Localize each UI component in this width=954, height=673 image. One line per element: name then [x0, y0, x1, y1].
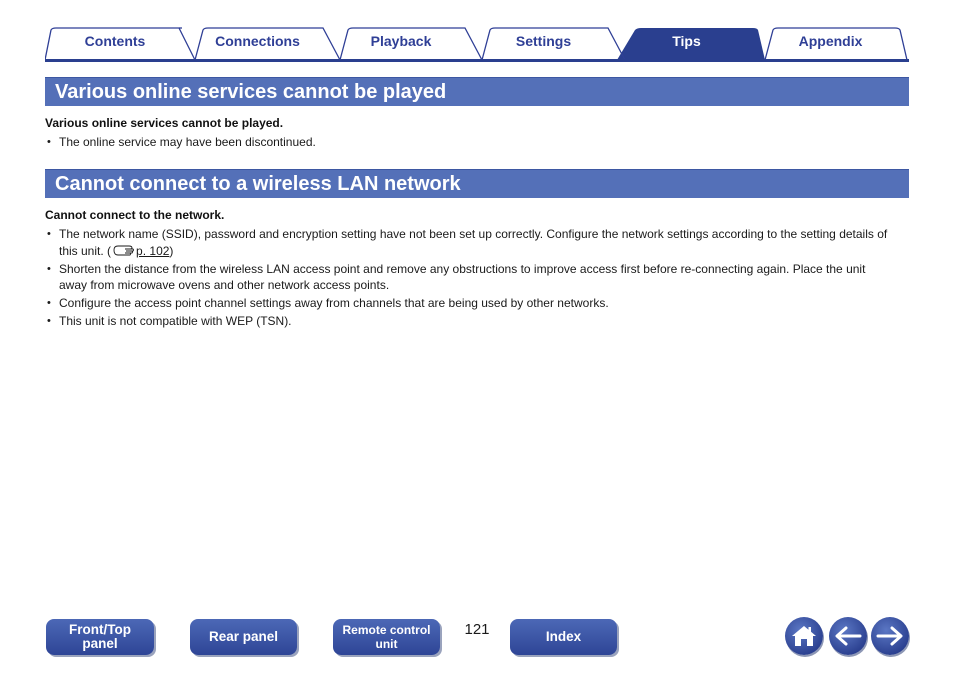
- button-label-line1: Front/Top: [69, 622, 131, 637]
- cause-list: [45, 226, 895, 331]
- list-item: • This unit is not compatible with WEP (TSN).: [45, 313, 895, 330]
- page-reference-link[interactable]: p. 102: [136, 243, 170, 258]
- cause-list: [45, 134, 895, 152]
- button-label: Rear panel: [208, 629, 279, 644]
- forward-button[interactable]: [871, 617, 909, 655]
- tab-playback[interactable]: Playback: [370, 33, 432, 49]
- list-item: • Shorten the distance from the wireless LAN access point and remove any obstructions to improve access first before re-connecting again. Place the unit away from microwave ovens and other network access points.: [45, 261, 895, 294]
- ref-close-paren: ): [169, 243, 174, 258]
- tab-tips[interactable]: Tips: [672, 33, 701, 49]
- ref-open-paren: (: [107, 243, 112, 258]
- symptom-heading: Cannot connect to the network.: [45, 208, 225, 222]
- tab-appendix[interactable]: Appendix: [798, 33, 863, 49]
- arrow-left-icon: [834, 626, 862, 646]
- section-title: Various online services cannot be played: [55, 81, 447, 103]
- symptom-heading: Various online services cannot be played.: [45, 116, 284, 130]
- list-item: [45, 226, 895, 259]
- button-label: Index: [545, 629, 582, 644]
- pointing-hand-icon: [113, 244, 135, 256]
- section-header-online-services: [45, 77, 909, 106]
- button-label-line2: unit: [375, 637, 398, 651]
- arrow-right-icon: [876, 626, 904, 646]
- front-top-panel-button[interactable]: [46, 619, 154, 655]
- tab-bar: [45, 27, 909, 62]
- section-header-wireless-lan: [45, 169, 909, 198]
- tab-settings[interactable]: Settings: [515, 33, 572, 49]
- remote-control-unit-button[interactable]: [333, 619, 440, 655]
- rear-panel-button[interactable]: [190, 619, 297, 655]
- list-item-text: The network name (SSID), password and encryption setting have not been set up correctly. Configure the network settings according to the setting details of this unit.: [59, 227, 888, 258]
- list-item: • Configure the access point channel settings away from channels that are being used by other networks.: [45, 295, 895, 312]
- tab-connections[interactable]: Connections: [215, 33, 300, 49]
- section-title: Cannot connect to a wireless LAN network: [55, 173, 461, 195]
- home-icon: [791, 624, 817, 648]
- home-button[interactable]: [785, 617, 823, 655]
- index-button[interactable]: [510, 619, 617, 655]
- list-item: • The online service may have been discontinued.: [45, 134, 895, 151]
- button-label-line2: panel: [82, 636, 118, 651]
- button-label-line1: Remote control: [342, 623, 431, 637]
- tab-contents[interactable]: Contents: [84, 33, 146, 49]
- back-button[interactable]: [829, 617, 867, 655]
- page-number: 121: [464, 621, 490, 638]
